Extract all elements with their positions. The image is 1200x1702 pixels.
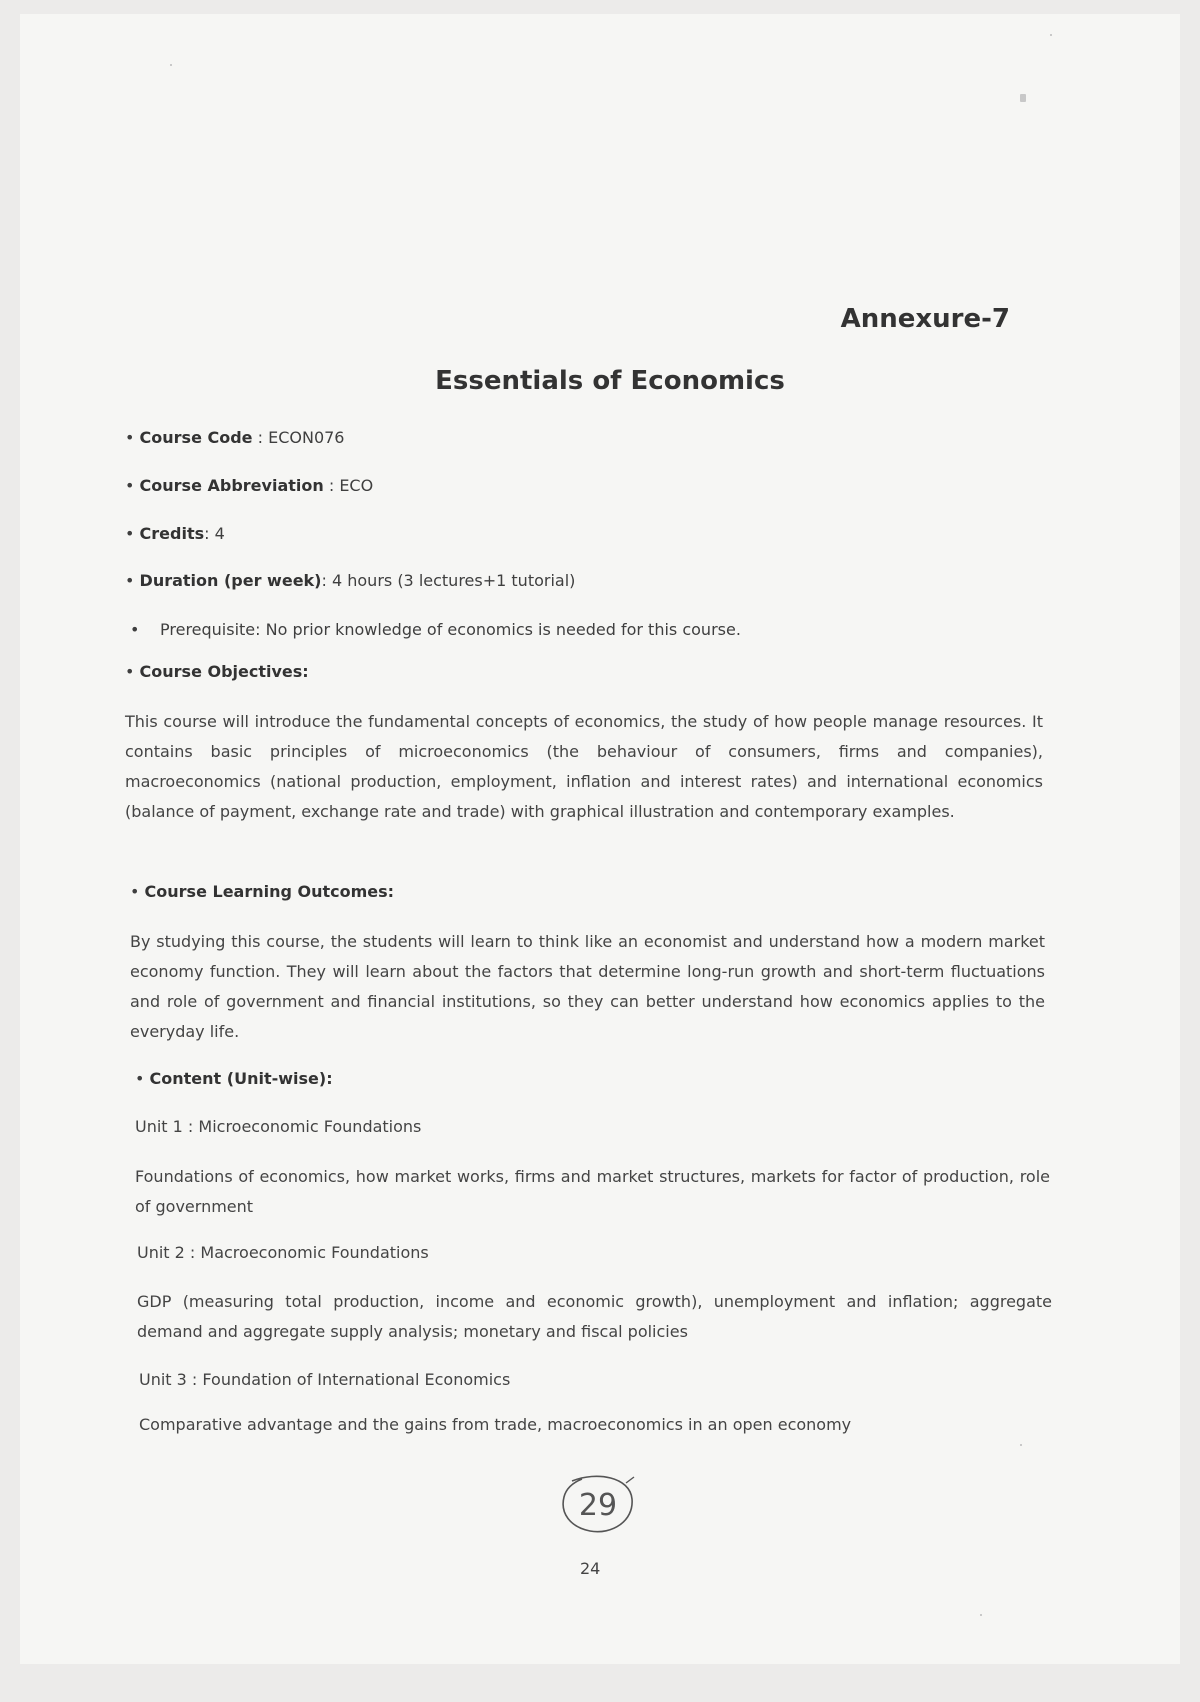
course-abbreviation-field [125, 476, 373, 495]
course-abbreviation-value: : ECO [323, 476, 374, 495]
document-page [20, 14, 1180, 1664]
content-heading: • Content (Unit-wise): [135, 1069, 333, 1088]
bullet-icon: • [125, 476, 135, 495]
bullet-icon: • [125, 524, 135, 543]
bullet-icon: • [125, 571, 135, 590]
course-abbreviation-label: Course Abbreviation [139, 476, 324, 495]
unit-3-title: Unit 3 : Foundation of International Economics [139, 1370, 511, 1389]
bullet-icon: • [135, 1069, 145, 1088]
prerequisite-field [130, 620, 741, 639]
duration-label: Duration (per week) [139, 571, 322, 590]
page-title: Essentials of Economics [435, 366, 785, 396]
bullet-icon: • [125, 428, 135, 447]
course-code-label: Course Code [139, 428, 253, 447]
duration-field [125, 571, 575, 590]
course-code-field [125, 428, 344, 447]
outcomes-heading: • Course Learning Outcomes: [130, 882, 395, 901]
prerequisite-text: Prerequisite: No prior knowledge of economics is needed for this course. [160, 620, 741, 639]
course-code-value: : ECON076 [252, 428, 345, 447]
unit-1-text: Foundations of economics, how market works, firms and market structures, markets for factor of production, role of government [135, 1167, 1050, 1216]
bullet-icon: • [125, 662, 135, 681]
handwritten-page-number [552, 1469, 642, 1543]
duration-value: : 4 hours (3 lectures+1 tutorial) [321, 571, 576, 590]
bullet-icon: • [130, 620, 140, 639]
objectives-heading: • Course Objectives: [125, 662, 309, 681]
credits-label: Credits [139, 524, 205, 543]
unit-3-text: Comparative advantage and the gains from trade, macroeconomics in an open economy [139, 1415, 852, 1434]
handwritten-number-text: 29 [578, 1488, 618, 1523]
unit-2-text: GDP (measuring total production, income and economic growth), unemployment and inflation; aggregate demand and aggregate supply analysis; monetary and fiscal policies [137, 1292, 1052, 1341]
unit-1-title: Unit 1 : Microeconomic Foundations [135, 1117, 422, 1136]
credits-value: : 4 [204, 524, 225, 543]
annexure-label: Annexure-7 [840, 304, 1010, 334]
credits-field [125, 524, 225, 543]
page-number: 24 [580, 1559, 601, 1578]
bullet-icon: • [130, 882, 140, 901]
outcomes-paragraph: By studying this course, the students will learn to think like an economist and understand how a modern market economy function. They will learn about the factors that determine long-run growth and short-term fluctuations and role of government and financial institutions, so they can better understand how economics applies to the everyday life. [130, 932, 1045, 1041]
objectives-paragraph: This course will introduce the fundamental concepts of economics, the study of how people manage resources. It contains basic principles of microeconomics (the behaviour of consumers, firms and companies), macroeconomics (national production, employment, inflation and interest rates) and international economics (balance of payment, exchange rate and trade) with graphical illustration and contemporary examples. [125, 712, 1043, 821]
handwritten-circle-icon [552, 1469, 642, 1539]
unit-2-title: Unit 2 : Macroeconomic Foundations [137, 1243, 429, 1262]
